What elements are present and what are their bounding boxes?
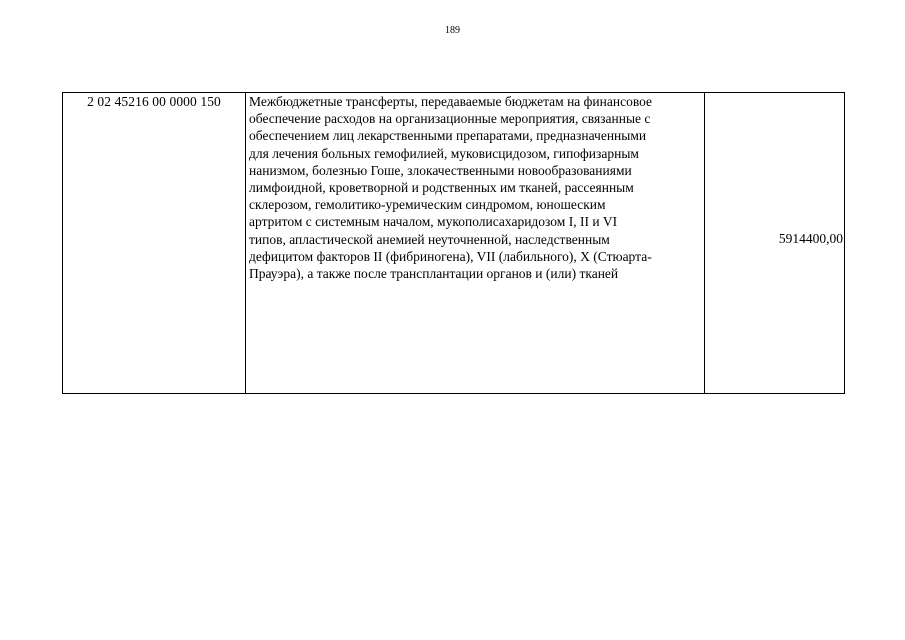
amount-value: 5914400,00 [778,231,843,247]
description-line: типов, апластической анемией неуточненной, наследственным [249,231,610,247]
description-line: нанизмом, болезнью Гоше, злокачественными новообразованиями [249,162,632,178]
budget-table [62,92,845,394]
description-line: склерозом, гемолитико-уремическим синдромом, юношеским [249,197,606,213]
description-cell [246,93,705,394]
description-line: Межбюджетные трансферты, передаваемые бюджетам на финансовое [249,94,653,109]
description-line: артритом с системным началом, мукополисахаридозом I, II и VI [249,214,618,230]
description-line: для лечения больных гемофилией, муковисцидозом, гипофизарным [249,145,639,161]
description-line: Прауэра), а также после трансплантации органов и (или) тканей [249,266,619,282]
description-line: обеспечение расходов на организационные мероприятия, связанные с [249,111,651,127]
amount-cell [705,93,845,394]
description-line: обеспечением лиц лекарственными препаратами, предназначенными [249,128,647,144]
budget-code-cell [63,93,246,394]
description-line: дефицитом факторов II (фибриногена), VII (лабильного), X (Стюарта- [249,248,652,264]
page-number: 189 [445,25,460,36]
table-row [63,93,845,394]
budget-code: 2 02 45216 00 0000 150 [87,94,221,109]
description-line: лимфоидной, кроветворной и родственных им тканей, рассеянным [249,180,634,196]
